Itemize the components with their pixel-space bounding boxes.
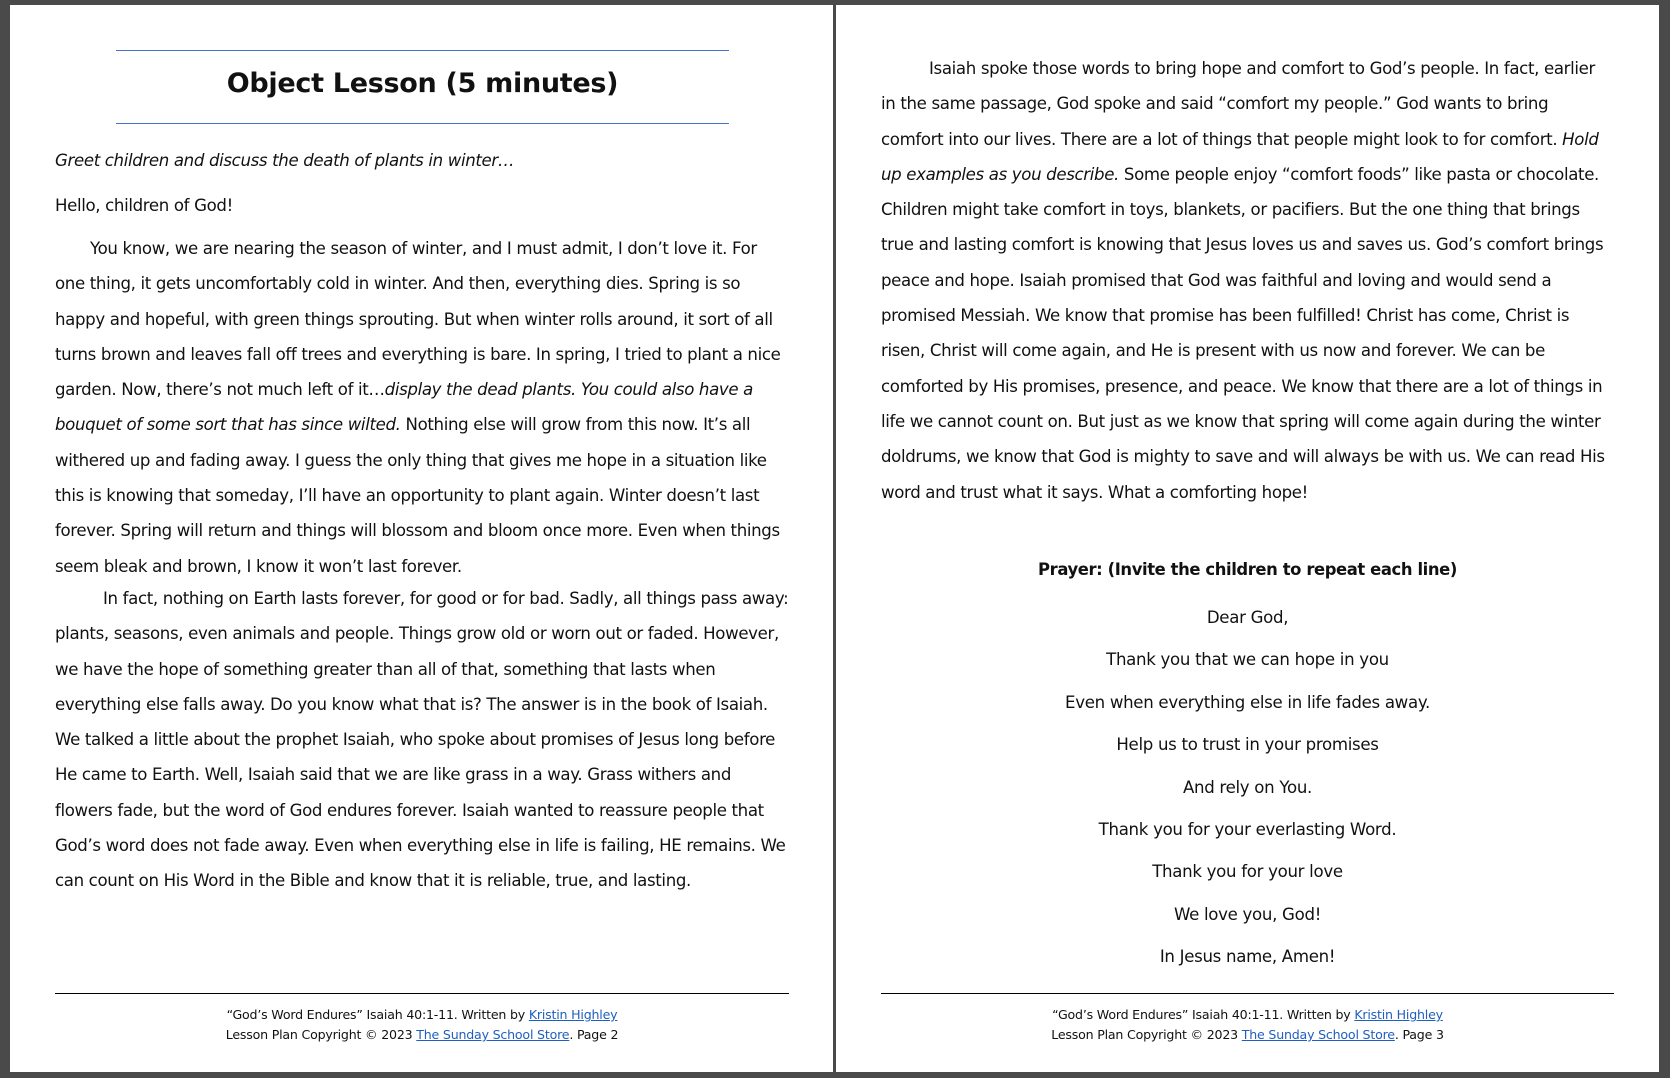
paragraph-comfort (881, 51, 1614, 510)
paragraph-winter-instruction: display the dead plants. You could also have a bouquet of some sort that has since wilted. (55, 380, 753, 435)
page-footer (55, 1005, 789, 1045)
prayer-line: Thank you for your everlasting Word. (1098, 819, 1397, 839)
page-footer (881, 1005, 1614, 1045)
paragraph-comfort-text-b: Some people enjoy “comfort foods” like pasta or chocolate. Children might take comfort in toys, blankets, or pacifiers. But the one thing that brings true and lasting comfort is knowing that Jesus loves us and saves us. God’s comfort brings peace and hope. Isaiah promised that God was faithful and loving and would send a promised Messiah. We know that promise has been fulfilled! Christ has come, Christ is risen, Christ will come again, and He is present with us now and forever. We can be comforted by His promises, presence, and peace. We know that there are a lot of things in life we cannot count on. But just as we know that spring will come again during the winter doldrums, we know that God is mighty to save and will always be with us. We can read His word and trust what it says. What a comforting hope! (881, 164, 1605, 502)
section-heading: Object Lesson (5 minutes) (226, 68, 619, 99)
prayer-line: Even when everything else in life fades away. (1065, 692, 1430, 712)
paragraph-nothing-lasts (55, 581, 789, 899)
footer-line-1: “God’s Word Endures” Isaiah 40:1-11. Written by Kristin Highley (226, 1007, 618, 1022)
prayer-heading: Prayer: (Invite the children to repeat each line) (1038, 560, 1457, 579)
page-number: . Page 2 (569, 1027, 619, 1042)
prayer-line: Dear God, (1206, 608, 1289, 627)
footer-divider (55, 993, 789, 994)
intro-instruction: Greet children and discuss the death of plants in winter… (55, 151, 515, 170)
section-heading-block (116, 50, 729, 126)
prayer-line: Help us to trust in your promises (1116, 735, 1379, 755)
paragraph-comfort-instruction: Hold up examples as you describe. (881, 129, 1599, 184)
store-link[interactable]: The Sunday School Store (1241, 1027, 1395, 1042)
footer-line-2: Lesson Plan Copyright © 2023 The Sunday School Store. Page 2 (225, 1027, 619, 1042)
page-number: . Page 3 (1394, 1027, 1444, 1042)
paragraph-winter-text-b: Nothing else will grow from this now. It’s all withered up and fading away. I guess the only thing that gives me hope in a situation like this is knowing that someday, I’ll have an opportunity to plant again. Winter doesn’t last forever. Spring will return and things will blossom and bloom once more. Even when things seem bleak and brown, I know it won’t last forever. (55, 415, 780, 576)
paragraph-winter-text-a: You know, we are nearing the season of winter, and I must admit, I don’t love it. For one thing, it gets uncomfortably cold in winter. And then, everything dies. Spring is so happy and hopeful, with green things sprouting. But when winter rolls around, it sort of all turns brown and leaves fall off trees and everything is bare. In spring, I tried to plant a nice garden. Now, there’s not much left of it… (55, 239, 781, 400)
heading-bottom-rule (116, 123, 729, 124)
document-page-2 (10, 5, 833, 1072)
page-3-content (881, 5, 1614, 1072)
footer-line-2: Lesson Plan Copyright © 2023 The Sunday School Store. Page 3 (1051, 1027, 1444, 1042)
greeting-text: Hello, children of God! (55, 196, 233, 215)
prayer-line: Thank you for your love (1152, 862, 1343, 882)
document-page-3 (836, 5, 1659, 1072)
footer-line-1: “God’s Word Endures” Isaiah 40:1-11. Written by Kristin Highley (1052, 1007, 1443, 1022)
prayer-line: In Jesus name, Amen! (1159, 947, 1336, 967)
author-link[interactable]: Kristin Highley (528, 1007, 618, 1022)
prayer-line: We love you, God! (1173, 904, 1322, 924)
prayer-line: And rely on You. (1182, 777, 1313, 797)
paragraph-nothing-lasts-text: In fact, nothing on Earth lasts forever, for good or for bad. Sadly, all things pass away: plants, seasons, even animals and people. Things grow old or worn out or faded. However, we have the hope of something greater than all of that, something that lasts when everything else falls away. Do you know what that is? The answer is in the book of Isaiah. We talked a little about the prophet Isaiah, who spoke about promises of Jesus long before He came to Earth. Well, Isaiah said that we are like grass in a way. Grass withers and flowers fade, but the word of God endures forever. Isaiah wanted to reassure people that God’s word does not fade away. Even when everything else in life is failing, HE remains. We can count on His Word in the Bible and know that it is reliable, true, and lasting. (55, 589, 789, 891)
author-link[interactable]: Kristin Highley (1354, 1007, 1443, 1022)
footer-divider (881, 993, 1614, 994)
paragraph-winter (55, 231, 789, 584)
prayer-lines (881, 605, 1614, 987)
prayer-line: Thank you that we can hope in you (1106, 650, 1389, 670)
store-link[interactable]: The Sunday School Store (416, 1027, 570, 1042)
page-2-content (55, 5, 789, 1072)
paragraph-comfort-text-a: Isaiah spoke those words to bring hope and comfort to God’s people. In fact, earlier in the same passage, God spoke and said “comfort my people.” God wants to bring comfort into our lives. There are a lot of things that people might look to for comfort. (881, 59, 1595, 149)
heading-top-rule (116, 50, 729, 51)
